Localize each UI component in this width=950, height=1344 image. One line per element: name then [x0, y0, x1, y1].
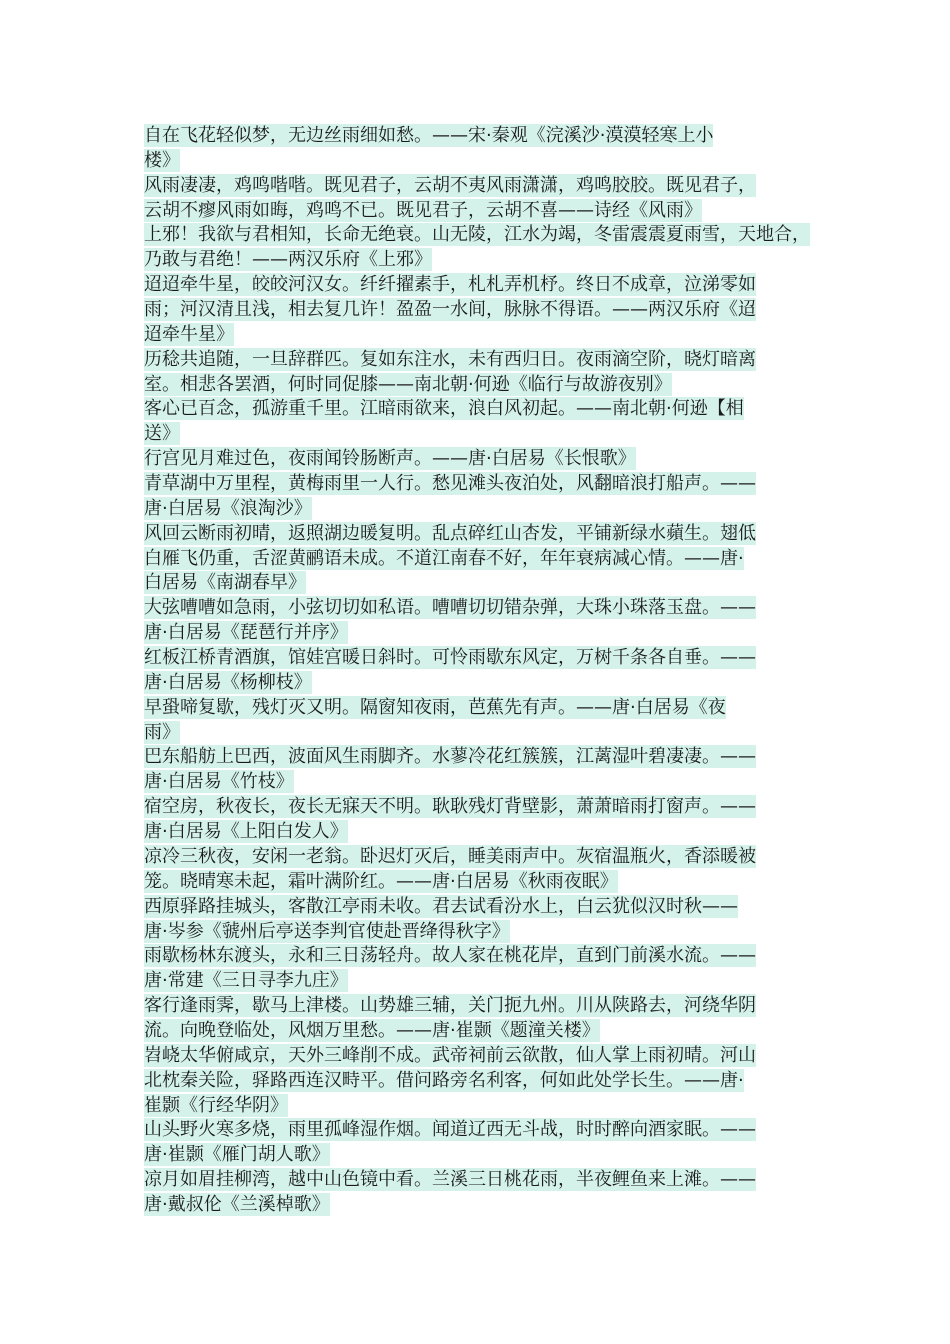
- text-line: [144, 547, 856, 572]
- text-line: [144, 348, 856, 373]
- text-line: [144, 223, 856, 248]
- text-line: [144, 497, 856, 522]
- highlighted-text: 客心已百念，孤游重千里。江暗雨欲来，浪白风初起。——南北朝·何逊【相: [144, 398, 744, 420]
- highlighted-text: 红板江桥青酒旗，馆娃宫暖日斜时。可怜雨歇东风定，万树千条各自垂。——: [144, 647, 756, 669]
- text-line: [144, 248, 856, 273]
- text-line: [144, 397, 856, 422]
- highlighted-text: 迢迢牵牛星，皎皎河汉女。纤纤擢素手，札札弄机杼。终日不成章，泣涕零如: [144, 274, 756, 296]
- text-line: [144, 1069, 856, 1094]
- highlighted-text: 唐·白居易《杨柳枝》: [144, 671, 312, 693]
- text-line: [144, 174, 856, 199]
- text-line: [144, 895, 856, 920]
- text-line: [144, 522, 856, 547]
- text-line: [144, 994, 856, 1019]
- highlighted-text: 迢牵牛星》: [144, 323, 234, 345]
- text-line: [144, 646, 856, 671]
- highlighted-text: 崔颢《行经华阴》: [144, 1094, 288, 1116]
- highlighted-text: 唐·白居易《上阳白发人》: [144, 821, 348, 843]
- text-line: [144, 920, 856, 945]
- text-line: [144, 1193, 856, 1218]
- text-line: [144, 472, 856, 497]
- text-line: [144, 969, 856, 994]
- highlighted-text: 雨》: [144, 721, 180, 743]
- highlighted-text: 早蛩啼复歇，残灯灭又明。隔窗知夜雨，芭蕉先有声。——唐·白居易《夜: [144, 696, 726, 718]
- text-line: [144, 621, 856, 646]
- highlighted-text: 山头野火寒多烧，雨里孤峰湿作烟。闻道辽西无斗战，时时醉向酒家眠。——: [144, 1119, 756, 1141]
- text-line: [144, 845, 856, 870]
- highlighted-text: 唐·白居易《琵琶行并序》: [144, 622, 348, 644]
- highlighted-text: 大弦嘈嘈如急雨，小弦切切如私语。嘈嘈切切错杂弹，大珠小珠落玉盘。——: [144, 597, 756, 619]
- highlighted-text: 唐·白居易《浪淘沙》: [144, 497, 312, 519]
- text-line: [144, 745, 856, 770]
- text-line: [144, 199, 856, 224]
- text-line: [144, 1094, 856, 1119]
- highlighted-text: 巴东船舫上巴西，波面风生雨脚齐。水蓼冷花红簇簇，江蓠湿叶碧凄凄。——: [144, 746, 756, 768]
- text-line: [144, 1044, 856, 1069]
- text-line: [144, 124, 856, 149]
- highlighted-text: 风回云断雨初晴，返照湖边暖复明。乱点碎红山杏发，平铺新绿水蘋生。翅低: [144, 522, 756, 544]
- highlighted-text: 楼》: [144, 149, 180, 171]
- text-line: [144, 323, 856, 348]
- highlighted-text: 雨；河汉清且浅，相去复几许！盈盈一水间，脉脉不得语。——两汉乐府《迢: [144, 299, 756, 321]
- highlighted-text: 风雨凄凄，鸡鸣喈喈。既见君子，云胡不夷风雨潇潇，鸡鸣胶胶。既见君子，: [144, 174, 756, 196]
- text-line: [144, 795, 856, 820]
- highlighted-text: 唐·崔颢《雁门胡人歌》: [144, 1144, 330, 1166]
- highlighted-text: 唐·戴叔伦《兰溪棹歌》: [144, 1193, 330, 1215]
- highlighted-text: 自在飞花轻似梦，无边丝雨细如愁。——宋·秦观《浣溪沙·漠漠轻寒上小: [144, 125, 714, 146]
- text-line: [144, 373, 856, 398]
- text-line: [144, 447, 856, 472]
- text-line: [144, 596, 856, 621]
- text-line: [144, 721, 856, 746]
- highlighted-text: 乃敢与君绝！——两汉乐府《上邪》: [144, 249, 432, 271]
- text-line: [144, 944, 856, 969]
- text-line: [144, 298, 856, 323]
- highlighted-text: 唐·常建《三日寻李九庄》: [144, 970, 348, 992]
- text-line: [144, 671, 856, 696]
- text-line: [144, 770, 856, 795]
- highlighted-text: 客行逢雨霁，歇马上津楼。山势雄三辅，关门扼九州。川从陕路去，河绕华阴: [144, 995, 756, 1017]
- text-line: [144, 273, 856, 298]
- text-line: [144, 870, 856, 895]
- text-line: [144, 696, 856, 721]
- highlighted-text: 青草湖中万里程，黄梅雨里一人行。愁见滩头夜泊处，风翻暗浪打船声。——: [144, 473, 756, 495]
- text-line: [144, 149, 856, 174]
- highlighted-text: 上邪！我欲与君相知，长命无绝衰。山无陵，江水为竭，冬雷震震夏雨雪，天地合，: [144, 224, 810, 246]
- highlighted-text: 室。相悲各罢酒，何时同促膝——南北朝·何逊《临行与故游夜别》: [144, 373, 672, 395]
- text-line: [144, 571, 856, 596]
- highlighted-text: 历稔共追随，一旦辞群匹。复如东注水，未有西归日。夜雨滴空阶，晓灯暗离: [144, 348, 756, 370]
- text-line: [144, 1143, 856, 1168]
- text-line: [144, 1019, 856, 1044]
- highlighted-text: 凉冷三秋夜，安闲一老翁。卧迟灯灭后，睡美雨声中。灰宿温瓶火，香添暖被: [144, 845, 756, 867]
- highlighted-text: 北枕秦关险，驿路西连汉畤平。借问路旁名利客，何如此处学长生。——唐·: [144, 1069, 744, 1091]
- text-line: [144, 1168, 856, 1193]
- highlighted-text: 白雁飞仍重，舌涩黄鹂语未成。不道江南春不好，年年衰病减心情。——唐·: [144, 547, 744, 569]
- highlighted-text: 唐·岑参《虢州后亭送李判官使赴晋绛得秋字》: [144, 920, 510, 942]
- highlighted-text: 流。向晚登临处，风烟万里愁。——唐·崔颢《题潼关楼》: [144, 1019, 600, 1041]
- highlighted-text: 雨歇杨林东渡头，永和三日荡轻舟。故人家在桃花岸，直到门前溪水流。——: [144, 945, 756, 967]
- highlighted-text: 云胡不瘳风雨如晦，鸡鸣不已。既见君子，云胡不喜——诗经《风雨》: [144, 199, 702, 221]
- text-line: [144, 422, 856, 447]
- highlighted-text: 西原驿路挂城头，客散江亭雨未收。君去试看汾水上，白云犹似汉时秋——: [144, 895, 738, 917]
- text-line: [144, 820, 856, 845]
- highlighted-text: 送》: [144, 423, 180, 445]
- highlighted-text: 凉月如眉挂柳湾，越中山色镜中看。兰溪三日桃花雨，半夜鲤鱼来上滩。——: [144, 1169, 756, 1191]
- highlighted-text: 宿空房，秋夜长，夜长无寐天不明。耿耿残灯背壁影，萧萧暗雨打窗声。——: [144, 796, 756, 818]
- highlighted-text: 行宫见月难过色，夜雨闻铃肠断声。——唐·白居易《长恨歌》: [144, 448, 636, 470]
- poem-text-block: [144, 124, 856, 1218]
- highlighted-text: 笼。晓晴寒未起，霜叶满阶红。——唐·白居易《秋雨夜眠》: [144, 870, 618, 892]
- highlighted-text: 唐·白居易《竹枝》: [144, 771, 294, 793]
- text-line: [144, 1118, 856, 1143]
- highlighted-text: 岧峣太华俯咸京，天外三峰削不成。武帝祠前云欲散，仙人掌上雨初晴。河山: [144, 1044, 756, 1066]
- highlighted-text: 白居易《南湖春早》: [144, 572, 306, 594]
